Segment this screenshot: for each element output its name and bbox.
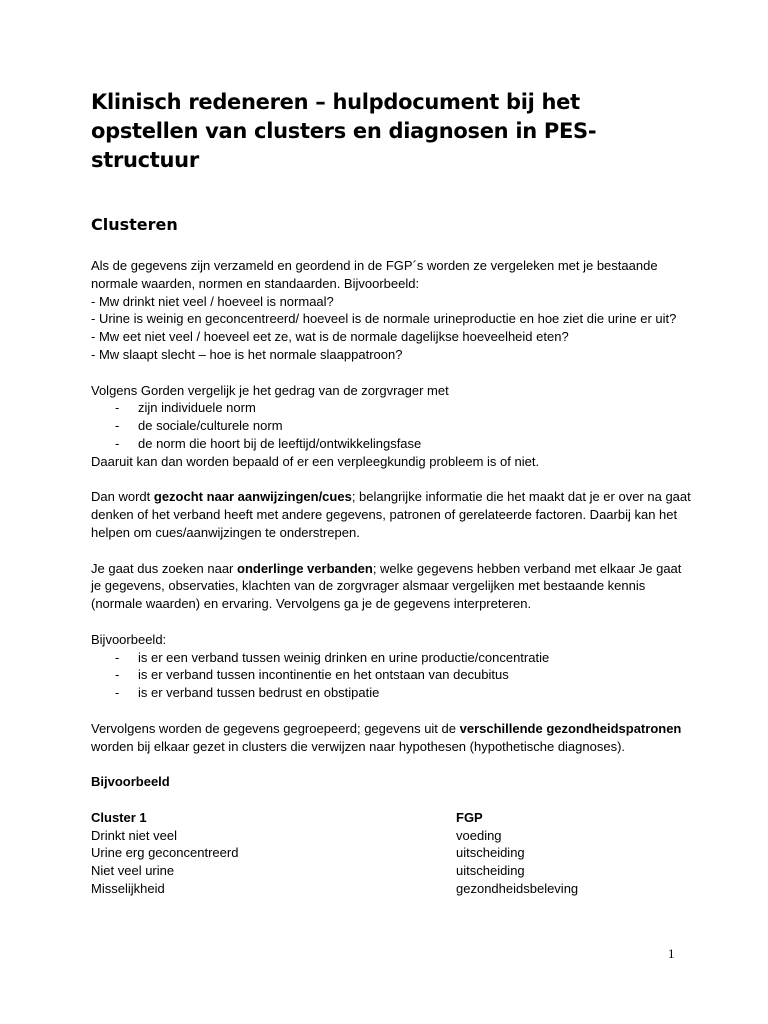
grouping-emphasis: verschillende gezondheidspatronen: [459, 720, 682, 736]
intro-text: Als de gegevens zijn verzameld en geordend in de FGP´s worden ze vergeleken met je bestaande normale waarden, normen en standaarden. Bijvoorbeeld:: [91, 258, 658, 291]
gorden-paragraph: [91, 382, 691, 471]
example-lead: Bijvoorbeeld:: [91, 631, 167, 647]
cluster-cell: Misselijkheid: [91, 880, 165, 896]
list-item: - de sociale/culturele norm: [115, 418, 283, 434]
cluster-table: [91, 809, 651, 898]
table-row: [91, 827, 651, 845]
verbanden-emphasis: onderlinge verbanden: [237, 560, 373, 576]
gorden-tail: Daaruit kan dan worden bepaald of er een verpleegkundig probleem is of niet.: [91, 453, 540, 469]
list-item: - is er verband tussen incontinentie en het ontstaan van decubitus: [115, 667, 509, 683]
verbanden-paragraph: Je gaat dus zoeken naar onderlinge verbanden; welke gegevens hebben verband met elkaar Je gaat je gegevens, observaties, klachten van de zorgvrager alsmaar vergelijken met bestaande kennis (normale waarden) en ervaring. Vervolgens ga je de gegevens interpreteren.: [91, 560, 682, 612]
page-number: 1: [668, 946, 675, 961]
cluster-cell: Drinkt niet veel: [91, 827, 177, 843]
list-item: - is er een verband tussen weinig drinken en urine productie/concentratie: [115, 649, 550, 665]
document-title: Klinisch redeneren – hulpdocument bij het opstellen van clusters en diagnosen in PES-structuur: [91, 90, 597, 172]
fgp-cell: voeding: [456, 827, 502, 843]
example-heading: Bijvoorbeeld: [91, 774, 170, 790]
intro-line: - Urine is weinig en geconcentreerd/ hoeveel is de normale urineproductie en hoe ziet die urine er uit?: [91, 311, 677, 327]
intro-paragraph: [91, 257, 691, 364]
fgp-cell: uitscheiding: [456, 863, 525, 879]
cues-paragraph: Dan wordt gezocht naar aanwijzingen/cues; belangrijke informatie die het maakt dat je er over na gaat denken of het verband heeft met andere gegevens, patronen of gerelateerde factoren. Daarbij kan het helpen om cues/aanwijzingen te onderstrepen.: [91, 489, 691, 540]
section-heading: Clusteren: [91, 215, 178, 234]
intro-line: - Mw drinkt niet veel / hoeveel is normaal?: [91, 293, 334, 309]
cluster-cell: Urine erg geconcentreerd: [91, 845, 239, 861]
table-row: [91, 844, 651, 862]
intro-line: - Mw eet niet veel / hoeveel eet ze, wat is de normale dagelijkse hoeveelheid eten?: [91, 329, 569, 345]
document-page: [91, 88, 691, 898]
grouping-paragraph: Vervolgens worden de gegevens gegroepeerd; gegevens uit de verschillende gezondheidspatronen worden bij elkaar gezet in clusters die verwijzen naar hypothesen (hypothetische diagnoses).: [91, 720, 682, 754]
example-paragraph: [91, 631, 691, 702]
table-header-row: [91, 809, 651, 827]
gorden-lead: Volgens Gorden vergelijk je het gedrag van de zorgvrager met: [91, 382, 449, 398]
cluster-header: Cluster 1: [91, 809, 147, 825]
cluster-cell: Niet veel urine: [91, 863, 175, 879]
cues-emphasis: gezocht naar aanwijzingen/cues: [153, 489, 352, 505]
table-row: [91, 880, 651, 898]
fgp-header: FGP: [456, 809, 483, 825]
list-item: - is er verband tussen bedrust en obstipatie: [115, 685, 380, 701]
list-item: - de norm die hoort bij de leeftijd/ontwikkelingsfase: [115, 435, 422, 451]
gorden-list: [91, 399, 691, 452]
example-list: [91, 649, 691, 702]
fgp-cell: gezondheidsbeleving: [456, 880, 579, 896]
list-item: - zijn individuele norm: [115, 400, 256, 416]
fgp-cell: uitscheiding: [456, 845, 525, 861]
intro-line: - Mw slaapt slecht – hoe is het normale slaappatroon?: [91, 346, 403, 362]
table-row: [91, 862, 651, 880]
